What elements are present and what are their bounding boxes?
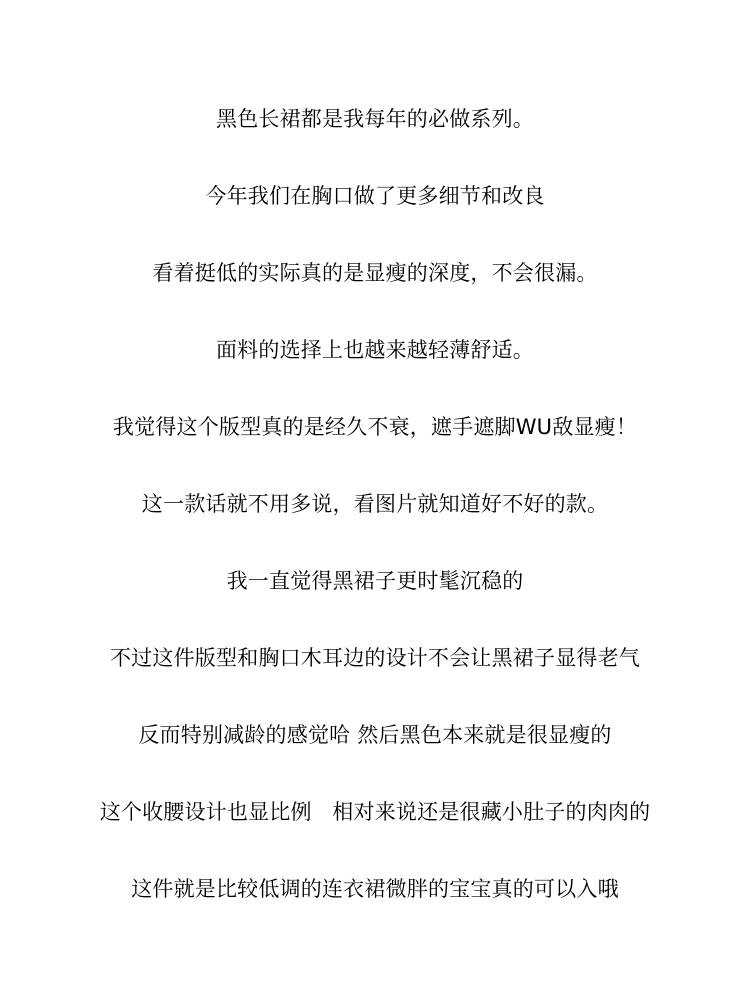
text-line: 这个收腰设计也显比例 相对来说还是很藏小肚子的肉肉的 <box>99 800 651 824</box>
text-line: 我觉得这个版型真的是经久不衰，遮手遮脚WU敌显瘦！ <box>112 415 638 439</box>
text-line: 这件就是比较低调的连衣裙微胖的宝宝真的可以入哦 <box>131 877 619 901</box>
text-line: 反而特别减龄的感觉哈 然后黑色本来就是很显瘦的 <box>138 723 612 747</box>
text-line: 今年我们在胸口做了更多细节和改良 <box>205 184 545 208</box>
text-line: 不过这件版型和胸口木耳边的设计不会让黑裙子显得老气 <box>110 646 640 670</box>
text-line: 面料的选择上也越来越轻薄舒适。 <box>216 338 534 362</box>
text-line: 看着挺低的实际真的是显瘦的深度，不会很漏。 <box>152 261 598 285</box>
text-line: 我一直觉得黑裙子更时髦沉稳的 <box>226 569 524 593</box>
text-line: 这一款话就不用多说，看图片就知道好不好的款。 <box>141 492 609 516</box>
text-line: 黑色长裙都是我每年的必做系列。 <box>216 107 534 131</box>
